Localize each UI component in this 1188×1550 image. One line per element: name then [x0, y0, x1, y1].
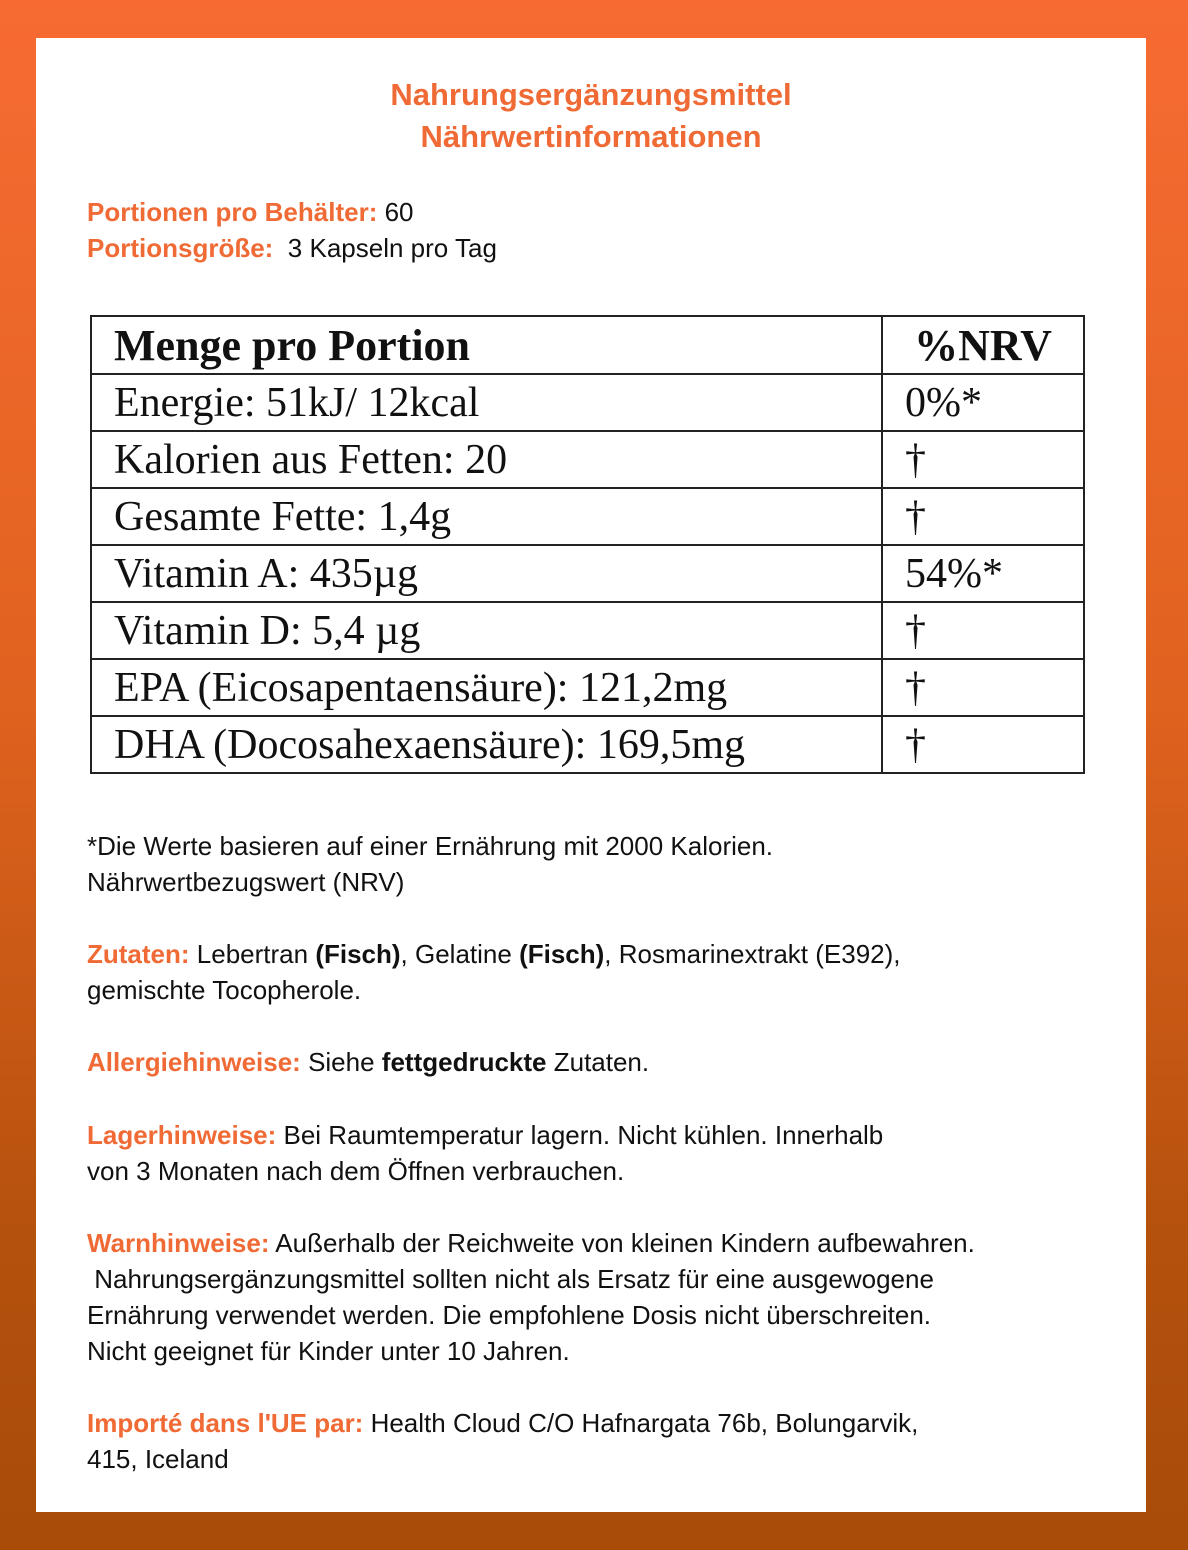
- nutrient-nrv: †: [882, 431, 1084, 488]
- ingredients-text: , Gelatine: [400, 939, 520, 969]
- nutrient-label: Vitamin D: 5,4 µg: [91, 602, 882, 659]
- ingredients-section: [87, 936, 1127, 1008]
- allergy-text: Siehe: [300, 1047, 382, 1077]
- storage-line-2: von 3 Monaten nach dem Öffnen verbrauchen.: [87, 1156, 625, 1186]
- ingredients-label: Zutaten:: [87, 939, 190, 969]
- ingredients-line-2: gemischte Tocopherole.: [87, 975, 362, 1005]
- servings-per-container-value: 60: [384, 197, 414, 227]
- title-line-2: Nährwertinformationen: [420, 119, 762, 154]
- table-row: [91, 431, 1084, 488]
- nutrient-nrv: †: [882, 602, 1084, 659]
- table-row: [91, 716, 1084, 773]
- footnote-line-2: Nährwertbezugswert (NRV): [87, 867, 405, 897]
- serving-size-value: 3 Kapseln pro Tag: [287, 233, 497, 263]
- serving-size: [87, 230, 497, 266]
- importer-section: [87, 1405, 1127, 1477]
- allergy-bold: fettgedruckte: [381, 1047, 547, 1077]
- nutrition-table: [90, 315, 1085, 774]
- storage-section: [87, 1117, 1127, 1189]
- allergen-bold: (Fisch): [519, 939, 605, 969]
- nutrient-nrv: †: [882, 716, 1084, 773]
- warnings-line-1: [87, 1225, 1127, 1261]
- nutrient-label: Kalorien aus Fetten: 20: [91, 431, 882, 488]
- table-row: [91, 659, 1084, 716]
- warnings-line-3: Ernährung verwendet werden. Die empfohlene Dosis nicht überschreiten.: [87, 1300, 932, 1330]
- footnote-line-1: *Die Werte basieren auf einer Ernährung mit 2000 Kalorien.: [87, 831, 774, 861]
- col-amount-header: Menge pro Portion: [91, 316, 882, 374]
- storage-text: Bei Raumtemperatur lagern. Nicht kühlen. Innerhalb: [276, 1120, 884, 1150]
- warnings-line-2: Nahrungsergänzungsmittel sollten nicht als Ersatz für eine ausgewogene: [87, 1264, 934, 1294]
- allergy-text: Zutaten.: [546, 1047, 650, 1077]
- nutrient-nrv: †: [882, 488, 1084, 545]
- nutrient-nrv: 0%*: [882, 374, 1084, 431]
- importer-line-1: [87, 1405, 1127, 1441]
- ingredients-text: Lebertran: [196, 939, 316, 969]
- serving-size-label: Portionsgröße:: [87, 233, 274, 263]
- label-panel: [36, 38, 1146, 1512]
- servings-per-container-label: Portionen pro Behälter:: [87, 197, 378, 227]
- table-header-row: [91, 316, 1084, 374]
- warnings-line-4: Nicht geeignet für Kinder unter 10 Jahren.: [87, 1336, 570, 1366]
- nutrient-label: EPA (Eicosapentaensäure): 121,2mg: [91, 659, 882, 716]
- warnings-text: Außerhalb der Reichweite von kleinen Kindern aufbewahren.: [269, 1228, 975, 1258]
- allergy-section: [87, 1044, 1127, 1080]
- table-row: [91, 545, 1084, 602]
- warnings-label: Warnhinweise:: [87, 1228, 270, 1258]
- col-nrv-header: %NRV: [882, 316, 1084, 374]
- nutrient-nrv: 54%*: [882, 545, 1084, 602]
- warnings-section: [87, 1225, 1127, 1369]
- nutrient-label: DHA (Docosahexaensäure): 169,5mg: [91, 716, 882, 773]
- nutrient-label: Vitamin A: 435µg: [91, 545, 882, 602]
- importer-label: Importé dans l'UE par:: [87, 1408, 364, 1438]
- importer-text: Health Cloud C/O Hafnargata 76b, Bolungarvik,: [363, 1408, 919, 1438]
- table-row: [91, 374, 1084, 431]
- importer-line-2: 415, Iceland: [87, 1444, 229, 1474]
- allergy-label: Allergiehinweise:: [87, 1047, 301, 1077]
- nutrient-label: Energie: 51kJ/ 12kcal: [91, 374, 882, 431]
- storage-line-1: [87, 1117, 1127, 1153]
- ingredients-text: , Rosmarinextrakt (E392),: [604, 939, 901, 969]
- table-row: [91, 488, 1084, 545]
- nutrient-nrv: †: [882, 659, 1084, 716]
- footnote: [87, 828, 1127, 900]
- title-line-1: Nahrungsergänzungsmittel: [390, 77, 792, 112]
- table-row: [91, 602, 1084, 659]
- nutrient-label: Gesamte Fette: 1,4g: [91, 488, 882, 545]
- servings-per-container: [87, 194, 414, 230]
- allergen-bold: (Fisch): [315, 939, 401, 969]
- ingredients-line-1: [87, 936, 1127, 972]
- storage-label: Lagerhinweise:: [87, 1120, 277, 1150]
